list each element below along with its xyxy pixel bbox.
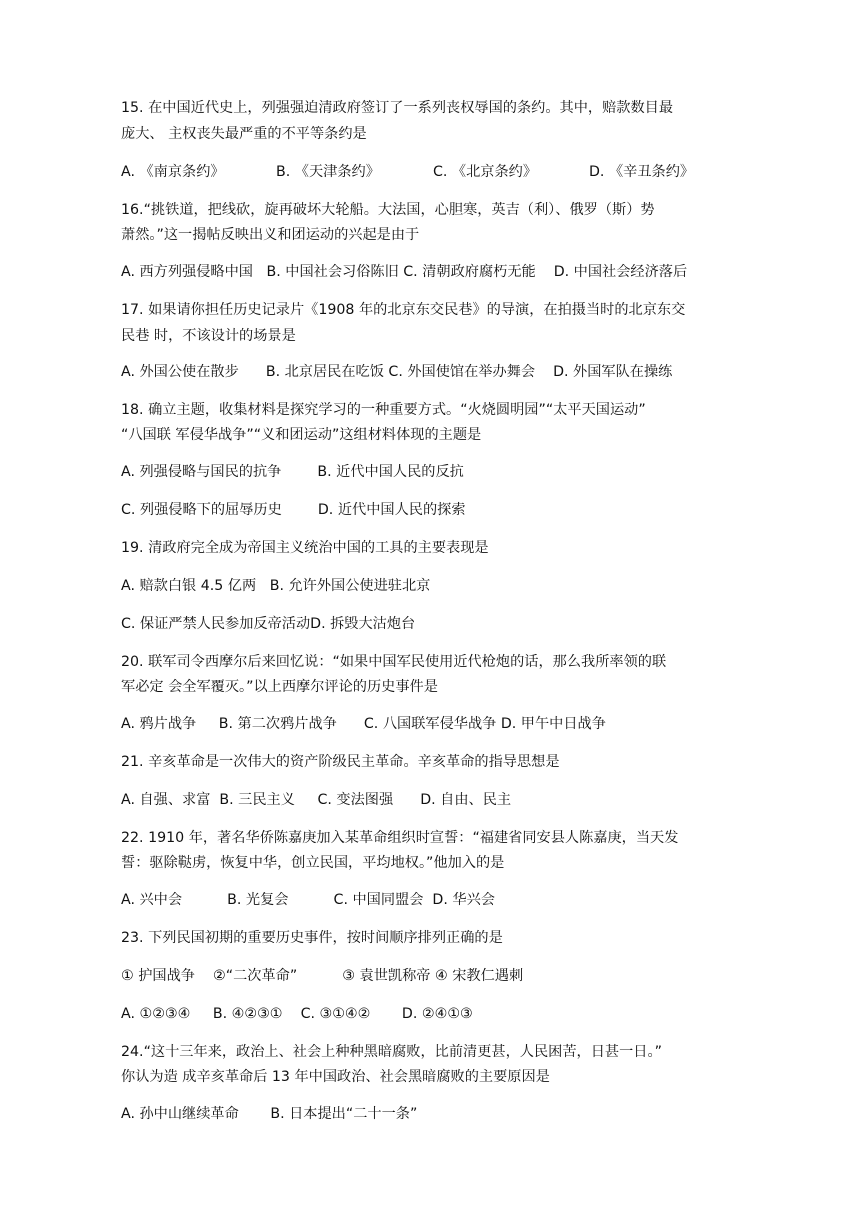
question-20-options: A. 鸦片战争 B. 第二次鸦片战争 C. 八国联军侵华战争 D. 甲午中日战争: [121, 716, 606, 732]
question-23-options: A. ①②③④ B. ④②③① C. ③①④② D. ②④①③: [121, 1006, 473, 1022]
question-15-stem-line-1: 15. 在中国近代史上，列强强迫清政府签订了一系列丧权辱国的条约。其中，赔款数目最: [121, 100, 674, 116]
question-24-stem-line-2: 你认为造 成辛亥革命后 13 年中国政治、社会黑暗腐败的主要原因是: [121, 1069, 550, 1085]
question-24-options: A. 孙中山继续革命 B. 日本提出“二十一条”: [121, 1106, 418, 1122]
question-17-stem-line-2: 民巷 时，不该设计的场景是: [121, 328, 296, 344]
question-19-options-line-2: C. 保证严禁人民参加反帝活动D. 拆毁大沽炮台: [121, 616, 416, 632]
question-18-stem-line-2: “八国联 军侵华战争”“义和团运动”这组材料体现的主题是: [121, 427, 482, 443]
question-15-option-d: D. 《辛丑条约》: [589, 164, 695, 180]
question-21-stem-line-1: 21. 辛亥革命是一次伟大的资产阶级民主革命。辛亥革命的指导思想是: [121, 754, 560, 770]
question-15-stem-line-2: 庞大、 主权丧失最严重的不平等条约是: [121, 126, 367, 142]
question-19-stem-line-1: 19. 清政府完全成为帝国主义统治中国的工具的主要表现是: [121, 540, 489, 556]
question-16-options: A. 西方列强侵略中国 B. 中国社会习俗陈旧 C. 清朝政府腐朽无能 D. 中国社会经济落后: [121, 264, 688, 280]
question-23-stem-line-1: 23. 下列民国初期的重要历史事件，按时间顺序排列正确的是: [121, 930, 503, 946]
question-18-options-line-2: C. 列强侵略下的屈辱历史 D. 近代中国人民的探索: [121, 502, 466, 518]
question-22-options: A. 兴中会 B. 光复会 C. 中国同盟会 D. 华兴会: [121, 892, 495, 908]
question-17-options: A. 外国公使在散步 B. 北京居民在吃饭 C. 外国使馆在举办舞会 D. 外国军队在操练: [121, 364, 673, 380]
question-15-option-c: C. 《北京条约》: [433, 164, 538, 180]
question-22-stem-line-1: 22. 1910 年，著名华侨陈嘉庚加入某革命组织时宣誓：“福建省同安县人陈嘉庚，当天发: [121, 830, 679, 846]
question-18-options-line-1: A. 列强侵略与国民的抗争 B. 近代中国人民的反抗: [121, 464, 464, 480]
question-21-options: A. 自强、求富 B. 三民主义 C. 变法图强 D. 自由、民主: [121, 792, 512, 808]
question-24-stem-line-1: 24.“这十三年来，政治上、社会上种种黑暗腐败，比前清更甚，人民困苦，日甚一日。”: [121, 1044, 662, 1060]
question-16-stem-line-2: 萧然。”这一揭帖反映出义和团运动的兴起是由于: [121, 227, 420, 243]
question-15-option-a: A. 《南京条约》: [121, 164, 225, 180]
question-15-option-b: B. 《天津条约》: [276, 164, 380, 180]
question-17-stem-line-1: 17. 如果请你担任历史记录片《1908 年的北京东交民巷》的导演，在拍摄当时的北京东交: [121, 302, 686, 318]
question-22-stem-line-2: 誓：驱除鞑虏，恢复中华，创立民国，平均地权。”他加入的是: [121, 855, 505, 871]
question-16-stem-line-1: 16.“挑铁道，把线砍，旋再破坏大轮船。大法国，心胆寒，英吉（利）、俄罗（斯）势: [121, 202, 655, 218]
question-18-stem-line-1: 18. 确立主题，收集材料是探究学习的一种重要方式。“火烧圆明园”“太平天国运动”: [121, 402, 646, 418]
question-19-options-line-1: A. 赔款白银 4.5 亿两 B. 允许外国公使进驻北京: [121, 578, 431, 594]
question-20-stem-line-1: 20. 联军司令西摩尔后来回忆说：“如果中国军民使用近代枪炮的话，那么我所率领的联: [121, 654, 667, 670]
question-20-stem-line-2: 军必定 会全军覆灭。”以上西摩尔评论的历史事件是: [121, 679, 438, 695]
question-23-events-line: ① 护国战争 ②“二次革命” ③ 袁世凯称帝 ④ 宋教仁遇刺: [121, 968, 524, 984]
